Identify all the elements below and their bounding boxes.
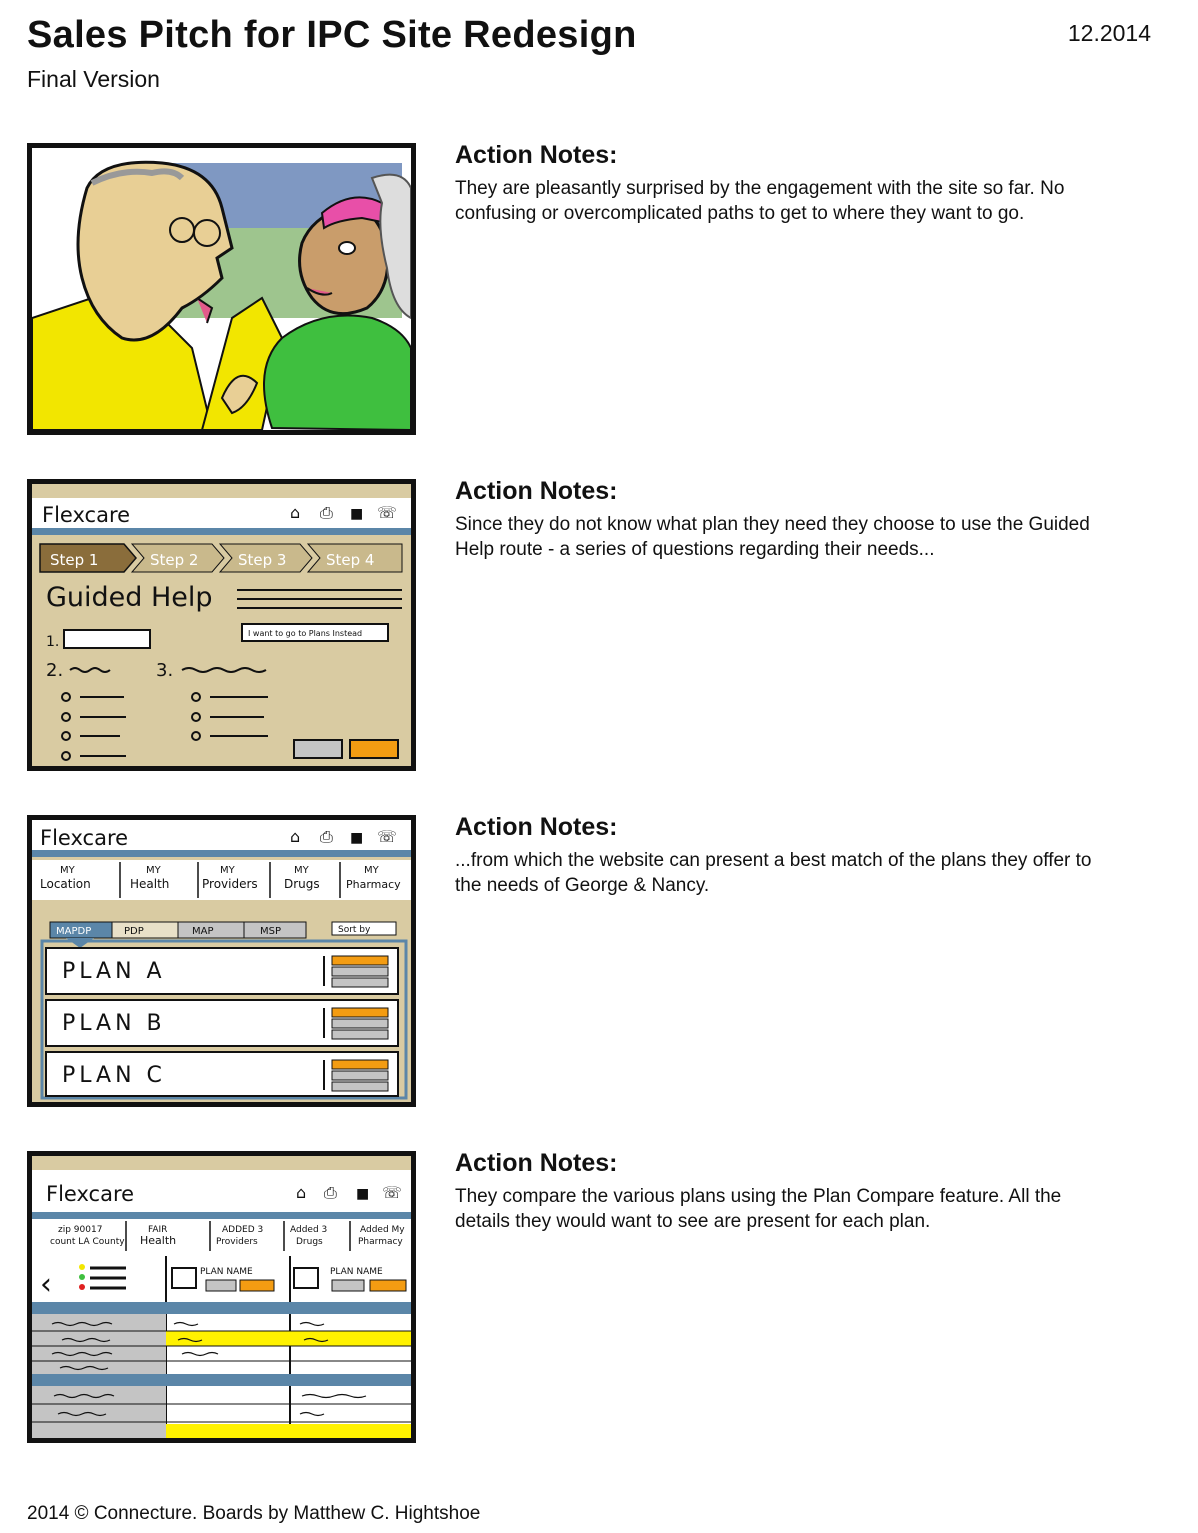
couple-illustration <box>32 148 411 430</box>
nav-providers-top: MY <box>220 865 235 876</box>
print-icon[interactable]: ⎙ <box>324 1183 337 1202</box>
phone-icon[interactable]: ☏ <box>382 1183 403 1202</box>
step-4-label: Step 4 <box>326 551 375 569</box>
plan-name: PLAN C <box>62 1063 166 1088</box>
select-plan-button[interactable] <box>332 1008 388 1017</box>
action-notes-heading: Action Notes: <box>455 813 618 841</box>
nav-drugs-label[interactable]: Drugs <box>284 877 320 891</box>
plan-logo-icon <box>294 1268 318 1288</box>
step-3-label: Step 3 <box>238 551 287 569</box>
action-notes-text: Since they do not know what plan they need they choose to use the Guided Help route - a series of questions regarding their needs... <box>455 514 1090 560</box>
question-3-number: 3. <box>156 660 174 681</box>
tab-pdp-label: PDP <box>124 926 144 937</box>
compare-plan-button[interactable] <box>332 1082 388 1091</box>
plan-details-button[interactable] <box>332 967 388 976</box>
plan-details-button[interactable] <box>332 1280 364 1291</box>
tab-map-label: MAP <box>192 926 214 937</box>
storyboard-frame-2 <box>27 479 416 771</box>
providers-chip-label[interactable]: Providers <box>216 1237 258 1247</box>
action-notes-1 <box>455 141 1115 226</box>
nav-health-top: MY <box>146 865 161 876</box>
select-plan-button[interactable] <box>370 1280 406 1291</box>
plan-compare-wireframe <box>32 1156 411 1438</box>
plan-details-button[interactable] <box>332 1071 388 1080</box>
plan-name: PLAN A <box>62 959 166 984</box>
brand-logo: Flexcare <box>42 503 131 527</box>
plan-name-header: PLAN NAME <box>330 1267 383 1277</box>
page-title: Sales Pitch for IPC Site Redesign <box>27 14 637 56</box>
lock-icon[interactable]: ■ <box>350 506 364 522</box>
lock-icon[interactable]: ■ <box>356 1186 370 1202</box>
nav-location-top: MY <box>60 865 75 876</box>
select-plan-button[interactable] <box>332 1060 388 1069</box>
compare-plan-button[interactable] <box>332 978 388 987</box>
zip-chip-top: zip 90017 <box>58 1225 103 1235</box>
plan-name: PLAN B <box>62 1011 166 1036</box>
select-plan-button[interactable] <box>240 1280 274 1291</box>
board-date: 12.2014 <box>1067 20 1151 46</box>
print-icon[interactable]: ⎙ <box>320 503 333 522</box>
drugs-chip-label[interactable]: Drugs <box>296 1237 323 1247</box>
nav-location-label[interactable]: Location <box>40 877 91 891</box>
question-1-input[interactable] <box>64 630 150 648</box>
step-2-label: Step 2 <box>150 551 199 569</box>
question-1-number: 1. <box>46 634 60 650</box>
drugs-chip-top: Added 3 <box>290 1225 328 1235</box>
print-icon[interactable]: ⎙ <box>320 827 333 846</box>
storyboard-frame-4 <box>27 1151 416 1443</box>
action-notes-text: ...from which the website can present a best match of the plans they offer to the needs of George & Nancy. <box>455 850 1092 896</box>
phone-icon[interactable]: ☏ <box>377 827 398 846</box>
phone-icon[interactable]: ☏ <box>377 503 398 522</box>
sort-by-label: Sort by <box>338 925 371 935</box>
tab-mapdp-label: MAPDP <box>56 926 92 937</box>
nav-pharmacy-label[interactable]: Pharmacy <box>346 878 401 891</box>
plan-logo-icon <box>172 1268 196 1288</box>
health-chip-label[interactable]: Health <box>140 1234 177 1247</box>
guided-help-wireframe <box>32 484 411 766</box>
brand-logo: Flexcare <box>40 826 129 850</box>
action-notes-text: They compare the various plans using the Plan Compare feature. All the details they would want to see are present for each plan. <box>455 1186 1062 1232</box>
zip-chip-label[interactable]: count LA County <box>50 1237 125 1247</box>
tab-pdp[interactable] <box>112 922 178 938</box>
providers-chip-top: ADDED 3 <box>222 1225 264 1235</box>
lock-icon[interactable]: ■ <box>350 830 364 846</box>
back-button[interactable] <box>294 740 342 758</box>
home-icon[interactable]: ⌂ <box>290 503 301 522</box>
plan-name-header: PLAN NAME <box>200 1267 253 1277</box>
brand-logo: Flexcare <box>46 1182 135 1206</box>
action-notes-heading: Action Notes: <box>455 477 618 505</box>
nav-drugs-top: MY <box>294 865 309 876</box>
action-notes-2 <box>455 477 1115 562</box>
footer-credit: 2014 © Connecture. Boards by Matthew C. Hightshoe <box>27 1503 481 1524</box>
action-notes-3 <box>455 813 1115 898</box>
nav-health-label[interactable]: Health <box>130 877 170 891</box>
section-divider <box>32 1302 411 1314</box>
home-icon[interactable]: ⌂ <box>290 827 301 846</box>
action-notes-4 <box>455 1149 1115 1234</box>
action-notes-heading: Action Notes: <box>455 1149 618 1177</box>
step-1-label: Step 1 <box>50 551 99 569</box>
compare-plan-button[interactable] <box>332 1030 388 1039</box>
next-button[interactable] <box>350 740 398 758</box>
health-chip-top: FAIR <box>148 1225 168 1235</box>
select-plan-button[interactable] <box>332 956 388 965</box>
back-arrow-icon[interactable]: ‹ <box>40 1267 52 1302</box>
home-icon[interactable]: ⌂ <box>296 1183 307 1202</box>
page-subtitle: Final Version <box>27 66 160 92</box>
nav-providers-label[interactable]: Providers <box>202 877 258 891</box>
action-notes-heading: Action Notes: <box>455 141 618 169</box>
question-2-number: 2. <box>46 660 64 681</box>
storyboard-frame-1 <box>27 143 416 435</box>
nav-pharmacy-top: MY <box>364 865 379 876</box>
plans-list-wireframe <box>32 820 411 1102</box>
storyboard-frame-3 <box>27 815 416 1107</box>
pharmacy-chip-label[interactable]: Pharmacy <box>358 1237 403 1247</box>
plans-instead-label: I want to go to Plans Instead <box>248 629 363 638</box>
action-notes-text: They are pleasantly surprised by the engagement with the site so far. No confusing or overcomplicated paths to get to where they want to go. <box>455 178 1065 224</box>
tab-msp-label: MSP <box>260 926 282 937</box>
pharmacy-chip-top: Added My <box>360 1225 405 1235</box>
plan-details-button[interactable] <box>332 1019 388 1028</box>
plan-details-button[interactable] <box>206 1280 236 1291</box>
guided-help-heading: Guided Help <box>46 582 213 613</box>
section-divider <box>32 1374 411 1386</box>
